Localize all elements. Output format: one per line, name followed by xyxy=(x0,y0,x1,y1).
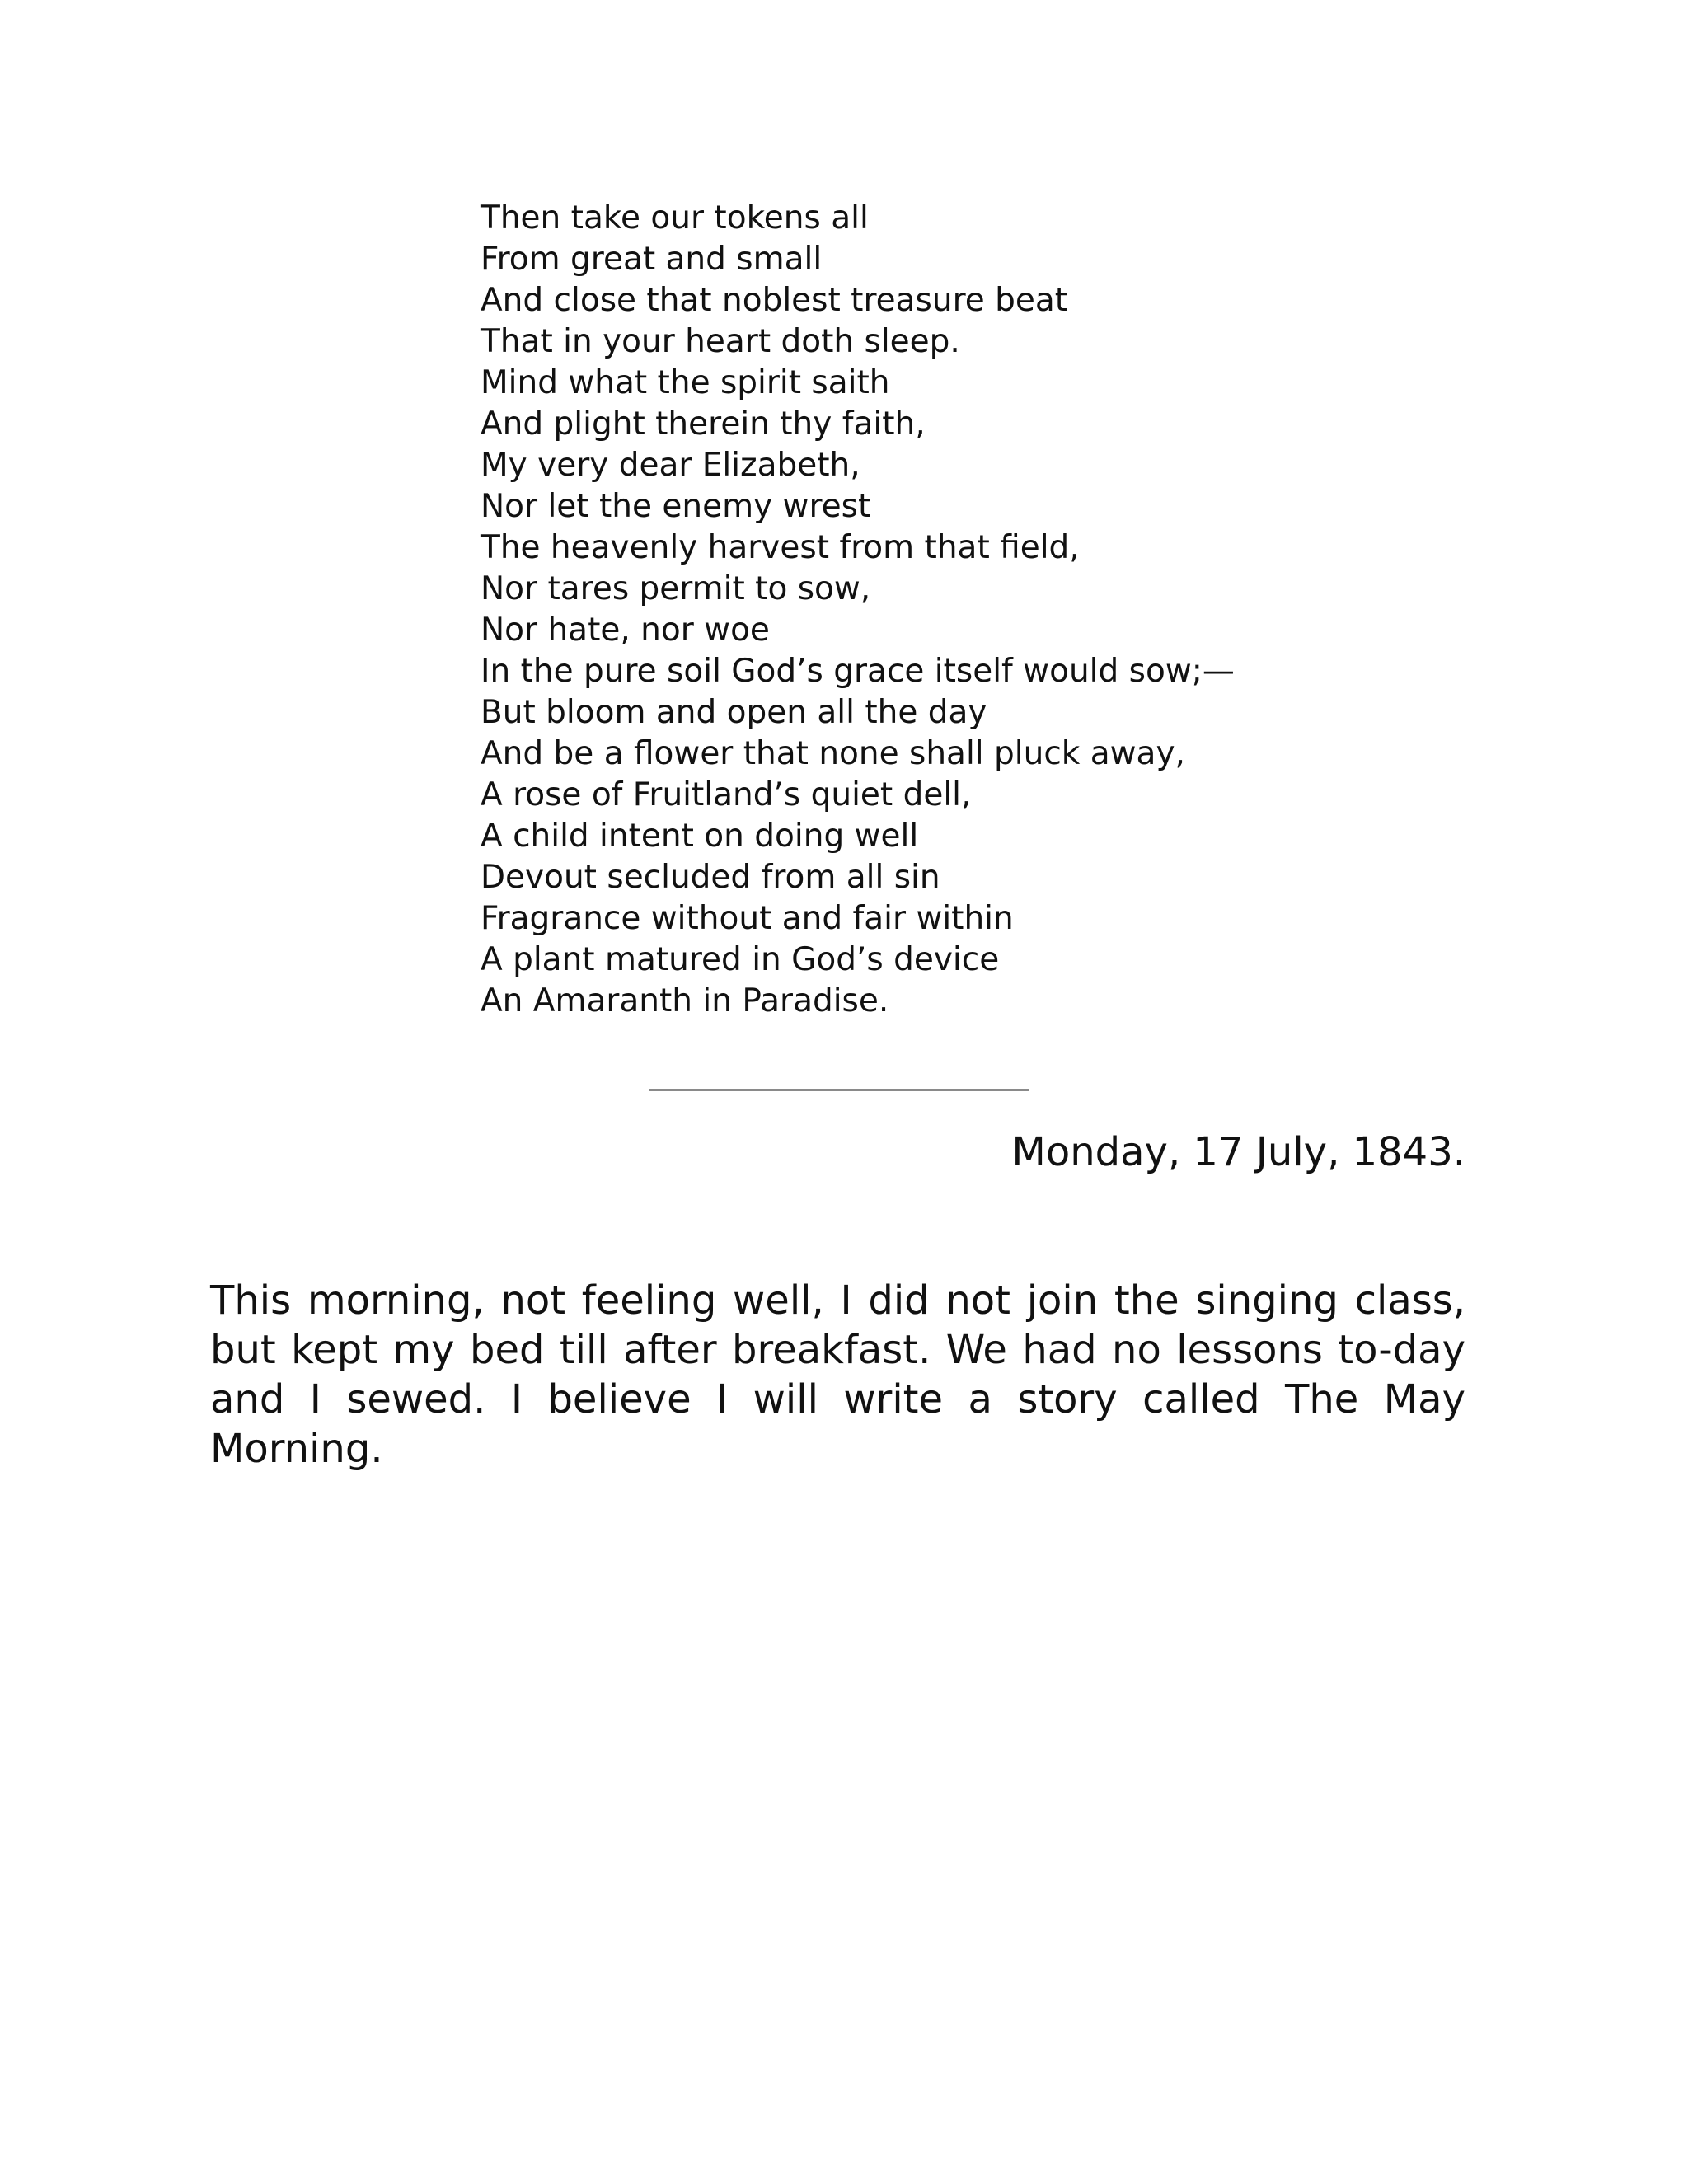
poem-line: From great and small xyxy=(481,241,823,278)
poem xyxy=(481,198,1305,1022)
poem-line: A rose of Fruitland’s quiet dell, xyxy=(481,776,972,813)
poem-line: Nor hate, nor woe xyxy=(481,612,770,649)
section-divider xyxy=(649,1089,1029,1091)
entry-body: This morning, not feeling well, I did not join the singing class, but kept my bed till after breakfast. We had no lessons to-day and I sewed. I believe I will write a story called The May Morning. xyxy=(210,1277,1465,1472)
poem-line: The heavenly harvest from that field, xyxy=(481,529,1080,566)
poem-line: But bloom and open all the day xyxy=(481,694,987,731)
poem-line: A plant matured in God’s device xyxy=(481,941,1000,978)
entry-date: Monday, 17 July, 1843. xyxy=(1011,1129,1465,1175)
poem-line: Mind what the spirit saith xyxy=(481,364,890,401)
poem-line: In the pure soil God’s grace itself would sow;— xyxy=(481,653,1235,690)
poem-line: Devout secluded from all sin xyxy=(481,859,940,896)
poem-line: And close that noblest treasure beat xyxy=(481,282,1068,319)
poem-line: My very dear Elizabeth, xyxy=(481,447,860,484)
poem-line: A child intent on doing well xyxy=(481,818,919,855)
poem-line: And be a flower that none shall pluck away, xyxy=(481,735,1185,772)
poem-line: An Amaranth in Paradise. xyxy=(481,982,889,1019)
poem-line: And plight therein thy faith, xyxy=(481,405,926,443)
poem-line: Nor let the enemy wrest xyxy=(481,488,871,525)
poem-line: Then take our tokens all xyxy=(481,199,869,237)
poem-line: Fragrance without and fair within xyxy=(481,900,1014,937)
poem-line: Nor tares permit to sow, xyxy=(481,570,871,607)
poem-line: That in your heart doth sleep. xyxy=(481,323,960,360)
